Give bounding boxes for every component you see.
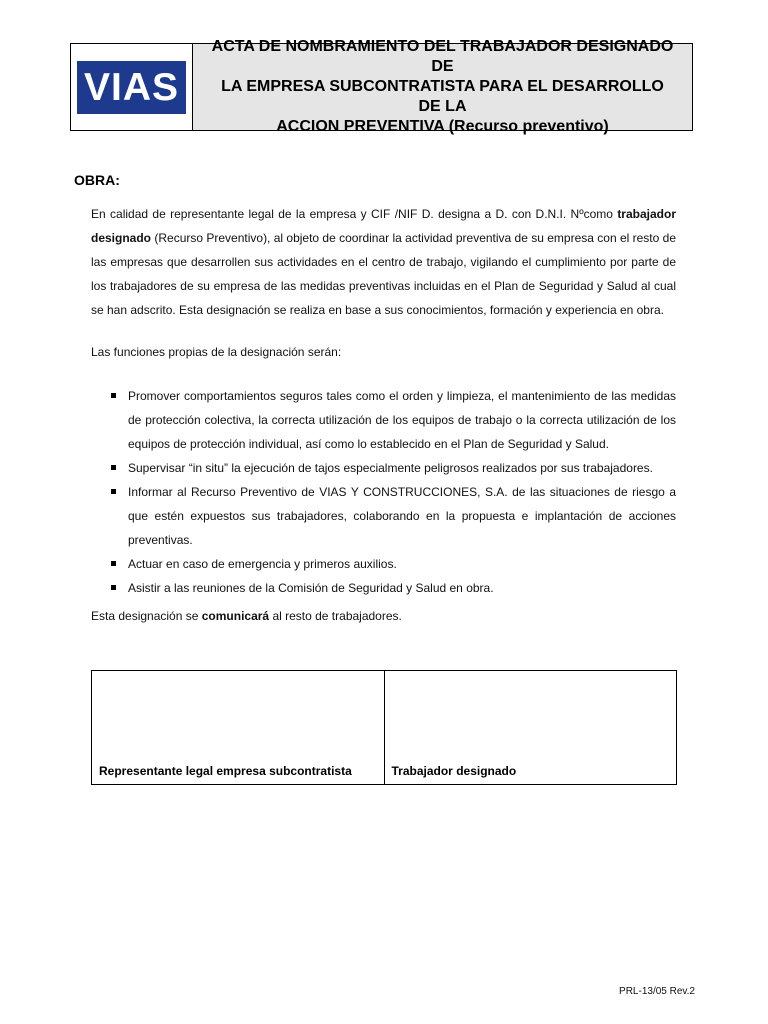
footer-code: PRL-13/05 Rev.2 xyxy=(619,986,695,997)
signature-table xyxy=(91,670,677,785)
intro-bold-term: trabajador designado xyxy=(91,207,676,245)
title-line-1: ACTA DE NOMBRAMIENTO DEL TRABAJADOR DESIGNADO DE xyxy=(211,38,674,75)
vias-logo xyxy=(77,61,186,114)
closing-text-1: Esta designación se xyxy=(91,609,202,623)
intro-text-2: (Recurso Preventivo), al objeto de coordinar la actividad preventiva de su empresa con el resto de las empresas que desarrollen sus actividades en el centro de trabajo, vigilando el cumplimiento por parte de los trabajadores de su empresa de las medidas preventivas incluidas en el Plan de Seguridad y Salud al cual se han adscrito. Esta designación se realiza en base a sus conocimientos, formación y experiencia en obra. xyxy=(91,231,676,317)
list-item: Supervisar “in situ” la ejecución de tajos especialmente peligrosos realizados por sus trabajadores. xyxy=(108,456,676,480)
closing-paragraph xyxy=(91,604,676,628)
closing-bold-term: comunicará xyxy=(201,609,270,623)
obra-label: OBRA: xyxy=(74,172,120,188)
functions-list xyxy=(108,384,676,600)
logo-cell xyxy=(71,44,193,130)
signature-cell-worker[interactable] xyxy=(384,671,677,784)
title-cell xyxy=(193,38,692,135)
title-line-3: ACCION PREVENTIVA (Recurso preventivo) xyxy=(276,118,609,135)
intro-paragraph xyxy=(91,202,676,322)
signature-cell-representative[interactable] xyxy=(92,671,384,784)
closing-text-2: al resto de trabajadores. xyxy=(269,609,402,623)
list-item: Actuar en caso de emergencia y primeros auxilios. xyxy=(108,552,676,576)
logo-text: VIAS xyxy=(83,65,180,109)
worker-label: Trabajador designado xyxy=(391,764,517,778)
functions-intro: Las funciones propias de la designación serán: xyxy=(91,345,342,359)
intro-text-1: En calidad de representante legal de la empresa y CIF /NIF D. designa a D. con D.N.I. Nºcomo xyxy=(91,207,618,221)
list-item: Informar al Recurso Preventivo de VIAS Y CONSTRUCCIONES, S.A. de las situaciones de riesgo a que estén expuestos sus trabajadores, colaborando en la propuesta e implantación de acciones preventivas. xyxy=(108,480,676,552)
list-item: Asistir a las reuniones de la Comisión de Seguridad y Salud en obra. xyxy=(108,576,676,600)
representative-label: Representante legal empresa subcontratista xyxy=(99,764,352,778)
title-line-2: LA EMPRESA SUBCONTRATISTA PARA EL DESARROLLO DE LA xyxy=(221,78,664,115)
document-title xyxy=(211,37,674,137)
document-header xyxy=(70,38,693,135)
list-item: Promover comportamientos seguros tales como el orden y limpieza, el mantenimiento de las medidas de protección colectiva, la correcta utilización de los equipos de trabajo o la correcta utilización de los equipos de protección individual, así como lo establecido en el Plan de Seguridad y Salud. xyxy=(108,384,676,456)
